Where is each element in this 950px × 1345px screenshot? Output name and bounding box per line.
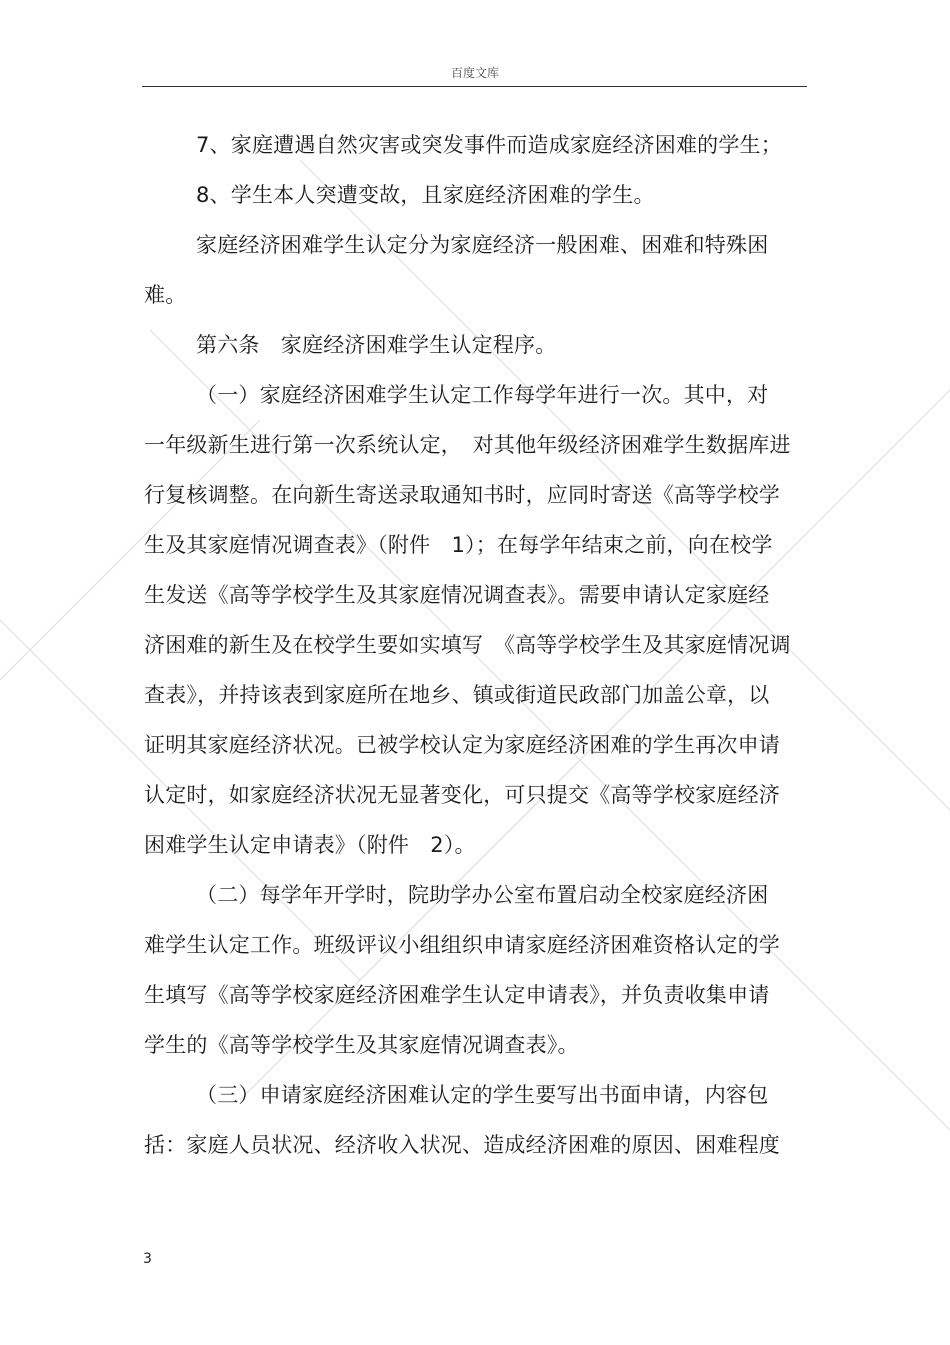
text-line: （一）家庭经济困难学生认定工作每学年进行一次。其中，对 [196, 383, 769, 407]
text-line: 家庭经济困难学生认定分为家庭经济一般困难、困难和特殊困 [196, 233, 769, 257]
header-title: 百度文库 [450, 66, 499, 80]
header-divider [142, 86, 807, 87]
page-number: 3 [143, 1251, 152, 1267]
text-line: 济困难的新生及在校学生要如实填写 《高等学校学生及其家庭情况调 [144, 633, 791, 657]
text-line: 证明其家庭经济状况。已被学校认定为家庭经济困难的学生再次申请 [144, 733, 780, 757]
text-line: 难学生认定工作。班级评议小组组织申请家庭经济困难资格认定的学 [144, 933, 780, 957]
text-line: 认定时，如家庭经济状况无显著变化，可只提交《高等学校家庭经济 [144, 783, 780, 807]
text-line: 一年级新生进行第一次系统认定， 对其他年级经济困难学生数据库进 [144, 433, 791, 457]
text-line: 生填写《高等学校家庭经济困难学生认定申请表》，并负责收集申请 [144, 983, 770, 1007]
text-line: 困难学生认定申请表》（附件 2）。 [144, 833, 476, 857]
text-line: 8、学生本人突遭变故，且家庭经济困难的学生。 [196, 183, 655, 207]
text-line: 生及其家庭情况调查表》（附件 1）；在每学年结束之前，向在校学 [144, 533, 773, 557]
text-line: 行复核调整。在向新生寄送录取通知书时，应同时寄送《高等学校学 [144, 483, 780, 507]
text-line: 难。 [144, 283, 187, 307]
section-heading: 第六条 家庭经济困难学生认定程序。 [196, 333, 557, 357]
text-line: （三）申请家庭经济困难认定的学生要写出书面申请，内容包 [196, 1083, 769, 1107]
text-line: 括：家庭人员状况、经济收入状况、造成经济困难的原因、困难程度 [144, 1133, 780, 1157]
text-line: 生发送《高等学校学生及其家庭情况调查表》。需要申请认定家庭经 [144, 583, 770, 607]
text-line: 学生的《高等学校学生及其家庭情况调查表》。 [144, 1033, 579, 1057]
text-line: 查表》，并持该表到家庭所在地乡、镇或街道民政部门加盖公章，以 [144, 683, 770, 707]
text-line: 7、家庭遭遇自然灾害或突发事件而造成家庭经济困难的学生； [196, 133, 782, 157]
text-line: （二）每学年开学时，院助学办公室布置启动全校家庭经济困 [196, 883, 769, 907]
